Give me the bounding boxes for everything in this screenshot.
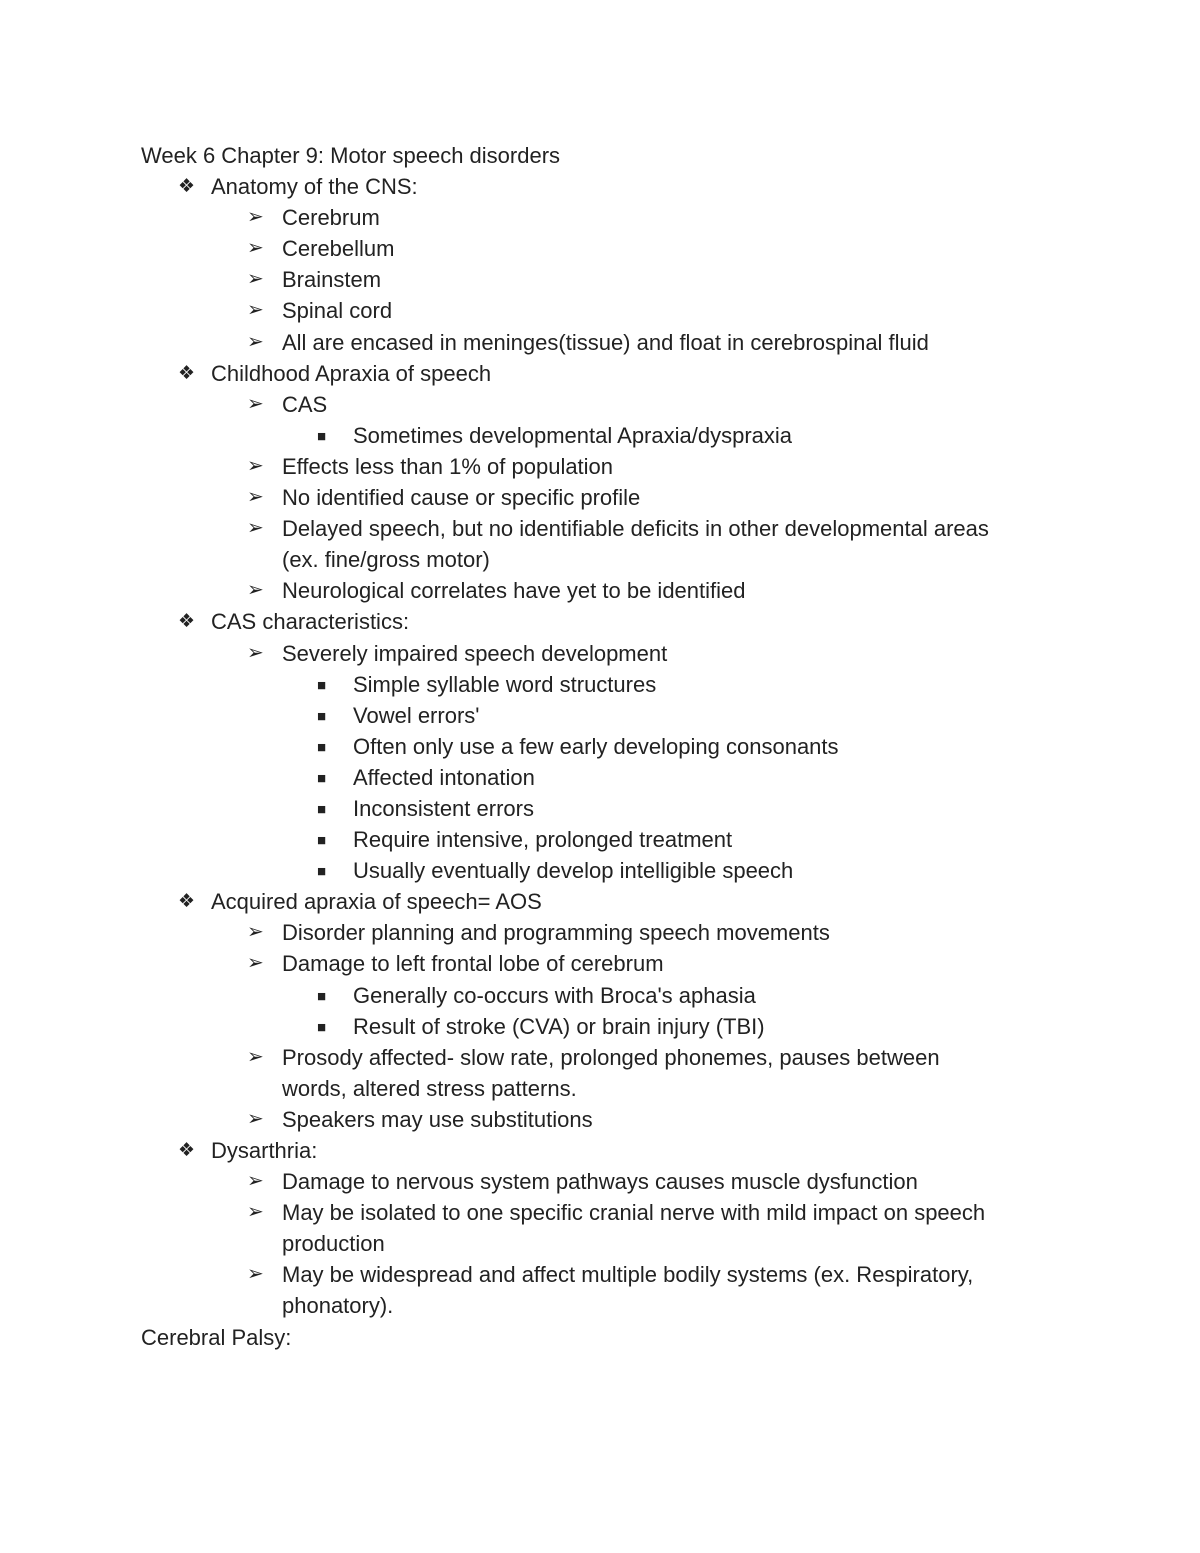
outline-item-text: Damage to nervous system pathways causes muscle dysfunction — [282, 1169, 918, 1195]
outline-item-text: phonatory). — [282, 1293, 394, 1319]
outline-item-level-2 — [0, 327, 1200, 358]
diamond-bullet-icon: ❖ — [178, 362, 196, 384]
outline-item-level-3 — [0, 824, 1200, 855]
outline-item-text: Delayed speech, but no identifiable deficits in other developmental areas — [282, 516, 989, 542]
outline-item-text: Acquired apraxia of speech= AOS — [211, 889, 542, 915]
outline-item-text: Cerebrum — [282, 205, 380, 231]
outline-item-level-3 — [0, 793, 1200, 824]
arrow-bullet-icon: ➢ — [247, 579, 264, 602]
arrow-bullet-icon: ➢ — [247, 299, 264, 322]
square-bullet-icon: ■ — [317, 427, 327, 445]
outline-item-level-3 — [0, 762, 1200, 793]
outline-item-level-1 — [0, 1135, 1200, 1166]
outline-item-level-2 — [0, 295, 1200, 326]
outline-item-level-1 — [0, 358, 1200, 389]
arrow-bullet-icon: ➢ — [247, 268, 264, 291]
arrow-bullet-icon: ➢ — [247, 237, 264, 260]
heading-line — [0, 1322, 1200, 1353]
outline-item-text: Severely impaired speech development — [282, 640, 668, 666]
document-body — [0, 140, 1200, 1353]
outline-item-level-2 — [0, 1073, 1200, 1104]
outline-item-text: Anatomy of the CNS: — [211, 174, 418, 200]
outline-item-text: production — [282, 1231, 385, 1257]
arrow-bullet-icon: ➢ — [247, 392, 264, 415]
outline-item-text: (ex. fine/gross motor) — [282, 547, 490, 573]
arrow-bullet-icon: ➢ — [247, 952, 264, 975]
outline-item-level-2 — [0, 1228, 1200, 1259]
diamond-bullet-icon: ❖ — [178, 611, 196, 633]
square-bullet-icon: ■ — [317, 1018, 327, 1036]
arrow-bullet-icon: ➢ — [247, 921, 264, 944]
arrow-bullet-icon: ➢ — [247, 1045, 264, 1068]
square-bullet-icon: ■ — [317, 987, 327, 1005]
arrow-bullet-icon: ➢ — [247, 1107, 264, 1130]
outline-item-text: Inconsistent errors — [353, 795, 534, 821]
outline-item-level-3 — [0, 700, 1200, 731]
outline-item-text: Spinal cord — [282, 298, 393, 324]
outline-item-level-3 — [0, 980, 1200, 1011]
outline-item-text: Cerebellum — [282, 236, 395, 262]
square-bullet-icon: ■ — [317, 800, 327, 818]
arrow-bullet-icon: ➢ — [247, 641, 264, 664]
outline-item-text: Vowel errors' — [353, 702, 480, 728]
arrow-bullet-icon: ➢ — [247, 330, 264, 353]
outline-item-text: May be isolated to one specific cranial nerve with mild impact on speech — [282, 1200, 986, 1226]
square-bullet-icon: ■ — [317, 676, 327, 694]
outline-item-level-2 — [0, 544, 1200, 575]
diamond-bullet-icon: ❖ — [178, 176, 196, 198]
outline-item-text: Week 6 Chapter 9: Motor speech disorders — [141, 143, 561, 168]
outline-item-text: All are encased in meninges(tissue) and float in cerebrospinal fluid — [282, 329, 929, 355]
outline-item-text: Cerebral Palsy: — [141, 1324, 292, 1350]
outline-item-level-2 — [0, 264, 1200, 295]
heading-line — [0, 140, 1200, 171]
arrow-bullet-icon: ➢ — [247, 206, 264, 229]
outline-item-text: Require intensive, prolonged treatment — [353, 827, 733, 853]
outline-item-text: Disorder planning and programming speech movements — [282, 920, 830, 946]
outline-item-text: CAS characteristics: — [211, 609, 410, 635]
outline-item-text: Affected intonation — [353, 764, 535, 790]
outline-item-text: Often only use a few early developing consonants — [353, 733, 839, 759]
outline-item-level-2 — [0, 575, 1200, 606]
outline-item-text: Usually eventually develop intelligible speech — [353, 858, 794, 884]
outline-item-level-2 — [0, 1104, 1200, 1135]
outline-item-level-2 — [0, 1166, 1200, 1197]
outline-item-level-2 — [0, 638, 1200, 669]
outline-item-text: May be widespread and affect multiple bodily systems (ex. Respiratory, — [282, 1262, 974, 1288]
outline-item-text: Simple syllable word structures — [353, 671, 657, 697]
arrow-bullet-icon: ➢ — [247, 1263, 264, 1286]
outline-item-level-1 — [0, 886, 1200, 917]
outline-item-text: Speakers may use substitutions — [282, 1106, 593, 1132]
square-bullet-icon: ■ — [317, 832, 327, 850]
outline-item-level-2 — [0, 233, 1200, 264]
outline-item-level-3 — [0, 420, 1200, 451]
outline-item-text: Prosody affected- slow rate, prolonged phonemes, pauses between — [282, 1044, 940, 1070]
outline-item-level-2 — [0, 482, 1200, 513]
outline-item-text: No identified cause or specific profile — [282, 485, 641, 511]
outline-item-text: words, altered stress patterns. — [282, 1075, 577, 1101]
outline-item-text: Brainstem — [282, 267, 382, 293]
arrow-bullet-icon: ➢ — [247, 1201, 264, 1224]
outline-item-level-2 — [0, 1259, 1200, 1290]
outline-item-text: Damage to left frontal lobe of cerebrum — [282, 951, 664, 977]
square-bullet-icon: ■ — [317, 769, 327, 787]
outline-item-level-2 — [0, 513, 1200, 544]
diamond-bullet-icon: ❖ — [178, 1140, 196, 1161]
outline-item-level-2 — [0, 917, 1200, 948]
outline-item-level-2 — [0, 1042, 1200, 1073]
outline-item-text: CAS — [282, 391, 328, 417]
outline-item-level-3 — [0, 669, 1200, 700]
outline-item-text: Sometimes developmental Apraxia/dyspraxia — [353, 422, 793, 448]
outline-item-text: Childhood Apraxia of speech — [211, 360, 492, 386]
outline-item-text: Dysarthria: — [211, 1138, 318, 1163]
arrow-bullet-icon: ➢ — [247, 454, 264, 477]
arrow-bullet-icon: ➢ — [247, 1170, 264, 1193]
diamond-bullet-icon: ❖ — [178, 891, 196, 913]
arrow-bullet-icon: ➢ — [247, 517, 264, 540]
square-bullet-icon: ■ — [317, 863, 327, 881]
outline-item-level-2 — [0, 1290, 1200, 1321]
outline-item-level-2 — [0, 1197, 1200, 1228]
square-bullet-icon: ■ — [317, 738, 327, 756]
outline-item-level-3 — [0, 731, 1200, 762]
arrow-bullet-icon: ➢ — [247, 486, 264, 509]
outline-item-level-2 — [0, 948, 1200, 979]
outline-item-level-3 — [0, 1011, 1200, 1042]
outline-item-level-1 — [0, 606, 1200, 637]
square-bullet-icon: ■ — [317, 707, 327, 725]
outline-item-level-2 — [0, 451, 1200, 482]
outline-item-text: Result of stroke (CVA) or brain injury (TBI) — [353, 1013, 765, 1039]
outline-item-level-2 — [0, 202, 1200, 233]
outline-item-level-3 — [0, 855, 1200, 886]
outline-item-text: Neurological correlates have yet to be identified — [282, 578, 746, 604]
outline-item-text: Effects less than 1% of population — [282, 453, 614, 479]
outline-item-level-2 — [0, 389, 1200, 420]
outline-item-text: Generally co-occurs with Broca's aphasia — [353, 982, 756, 1008]
outline-item-level-1 — [0, 171, 1200, 202]
